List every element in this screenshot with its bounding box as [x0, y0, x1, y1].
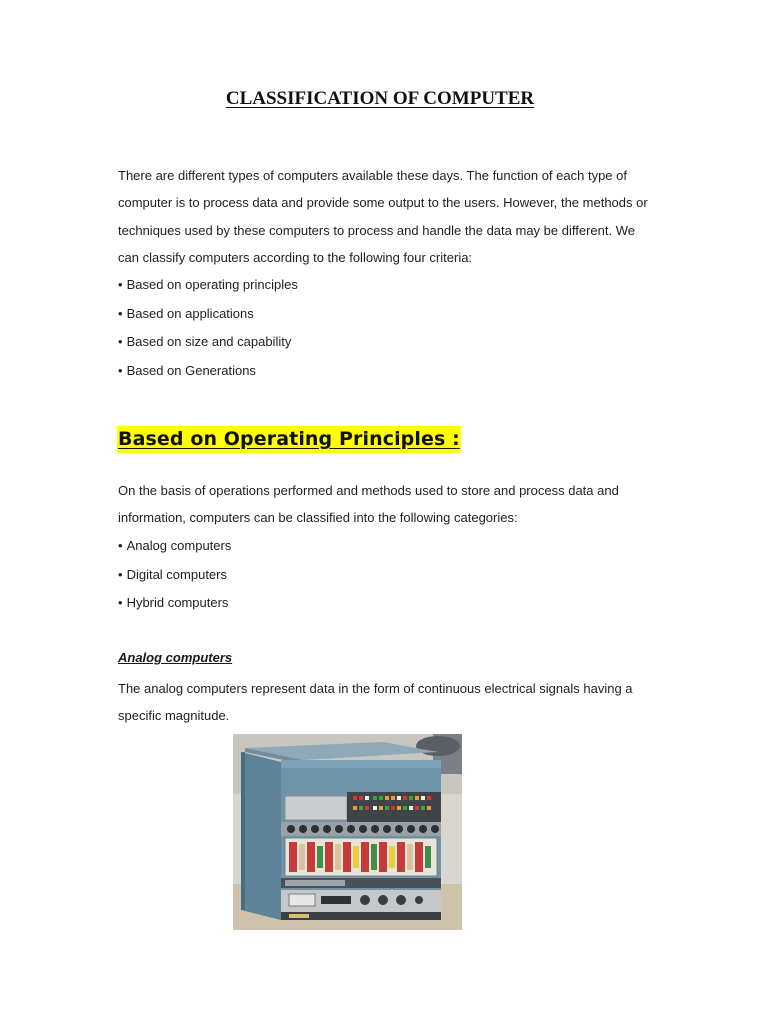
criteria-list	[118, 271, 298, 385]
analog-paragraph: The analog computers represent data in the form of continuous electrical signals having a specific magnitude.	[118, 681, 633, 724]
intro-paragraph: There are different types of computers available these days. The function of each type of computer is to process data and provide some output to the users. However, the methods or techniques used by these computers to process and handle the data may be different. We can classify computers according to the following four criteria:	[118, 168, 648, 265]
list-item: • Based on size and capability	[118, 328, 298, 357]
section-heading: Based on Operating Principles :	[117, 426, 461, 453]
list-item: • Based on Generations	[118, 357, 298, 386]
list-item: • Based on operating principles	[118, 271, 298, 300]
categories-list	[118, 532, 231, 618]
list-item: • Hybrid computers	[118, 589, 231, 618]
analog-heading: Analog computers	[118, 650, 233, 665]
analog-computer-photo	[233, 734, 462, 930]
section-paragraph: On the basis of operations performed and methods used to store and process data and information, computers can be classified into the following categories:	[118, 483, 619, 526]
list-item: • Based on applications	[118, 300, 298, 329]
document-title: CLASSIFICATION OF COMPUTER	[225, 88, 535, 109]
list-item: • Analog computers	[118, 532, 231, 561]
list-item: • Digital computers	[118, 561, 231, 590]
